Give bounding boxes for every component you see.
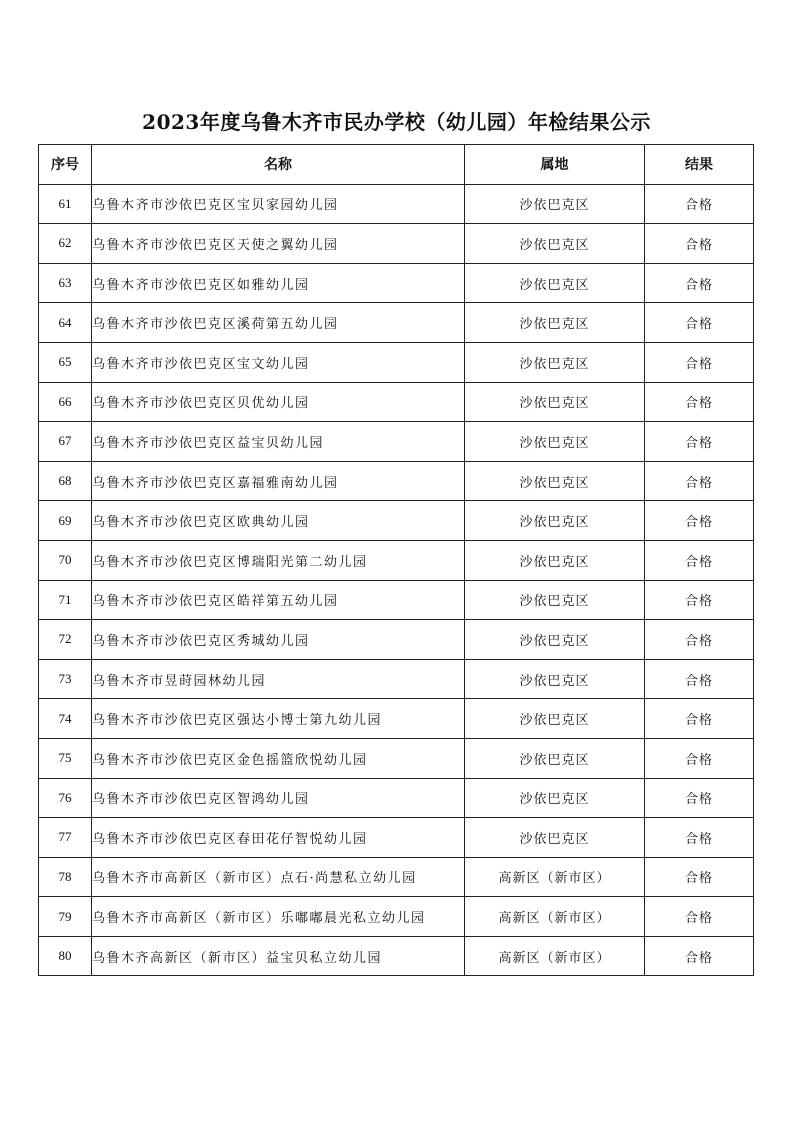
table-row (39, 501, 754, 541)
cell-result: 合格 (645, 818, 754, 858)
cell-result: 合格 (645, 461, 754, 501)
cell-no: 66 (39, 382, 92, 422)
cell-name: 乌鲁木齐市沙依巴克区金色摇篮欣悦幼儿园 (92, 738, 465, 778)
cell-no: 64 (39, 303, 92, 343)
table-row (39, 461, 754, 501)
cell-result: 合格 (645, 382, 754, 422)
cell-result: 合格 (645, 263, 754, 303)
table-row (39, 857, 754, 897)
header-area: 属地 (465, 145, 645, 185)
cell-area: 沙依巴克区 (465, 540, 645, 580)
cell-no: 77 (39, 818, 92, 858)
table-row (39, 818, 754, 858)
cell-name: 乌鲁木齐市沙依巴克区欧典幼儿园 (92, 501, 465, 541)
cell-no: 70 (39, 540, 92, 580)
table-row (39, 422, 754, 462)
cell-name: 乌鲁木齐市沙依巴克区博瑞阳光第二幼儿园 (92, 540, 465, 580)
table-row (39, 540, 754, 580)
table-row (39, 897, 754, 937)
cell-name: 乌鲁木齐高新区（新市区）益宝贝私立幼儿园 (92, 936, 465, 976)
cell-no: 80 (39, 936, 92, 976)
table-row (39, 263, 754, 303)
cell-no: 75 (39, 738, 92, 778)
cell-name: 乌鲁木齐市沙依巴克区溪荷第五幼儿园 (92, 303, 465, 343)
cell-no: 65 (39, 342, 92, 382)
cell-area: 高新区（新市区） (465, 897, 645, 937)
cell-area: 沙依巴克区 (465, 738, 645, 778)
cell-no: 71 (39, 580, 92, 620)
cell-name: 乌鲁木齐市昱莳园林幼儿园 (92, 659, 465, 699)
cell-result: 合格 (645, 738, 754, 778)
table-row (39, 342, 754, 382)
cell-no: 61 (39, 184, 92, 224)
cell-area: 沙依巴克区 (465, 501, 645, 541)
table-row (39, 224, 754, 264)
cell-area: 沙依巴克区 (465, 184, 645, 224)
results-table (38, 144, 754, 976)
cell-no: 78 (39, 857, 92, 897)
table-header-row (39, 145, 754, 185)
cell-area: 沙依巴克区 (465, 263, 645, 303)
cell-area: 沙依巴克区 (465, 303, 645, 343)
table-row (39, 303, 754, 343)
cell-name: 乌鲁木齐市沙依巴克区如雅幼儿园 (92, 263, 465, 303)
table-body (39, 184, 754, 976)
cell-area: 沙依巴克区 (465, 580, 645, 620)
cell-result: 合格 (645, 659, 754, 699)
cell-no: 67 (39, 422, 92, 462)
cell-no: 63 (39, 263, 92, 303)
cell-result: 合格 (645, 224, 754, 264)
table-row (39, 738, 754, 778)
cell-result: 合格 (645, 936, 754, 976)
table-row (39, 382, 754, 422)
header-name: 名称 (92, 145, 465, 185)
cell-result: 合格 (645, 342, 754, 382)
cell-name: 乌鲁木齐市沙依巴克区春田花仔智悦幼儿园 (92, 818, 465, 858)
cell-area: 高新区（新市区） (465, 936, 645, 976)
cell-name: 乌鲁木齐市沙依巴克区嘉福雅南幼儿园 (92, 461, 465, 501)
cell-area: 沙依巴克区 (465, 422, 645, 462)
cell-result: 合格 (645, 778, 754, 818)
cell-name: 乌鲁木齐市高新区（新市区）点石·尚慧私立幼儿园 (92, 857, 465, 897)
cell-name: 乌鲁木齐市沙依巴克区皓祥第五幼儿园 (92, 580, 465, 620)
cell-area: 高新区（新市区） (465, 857, 645, 897)
cell-area: 沙依巴克区 (465, 659, 645, 699)
cell-no: 79 (39, 897, 92, 937)
document-title: 2023年度乌鲁木齐市民办学校（幼儿园）年检结果公示 (142, 110, 651, 134)
cell-name: 乌鲁木齐市沙依巴克区天使之翼幼儿园 (92, 224, 465, 264)
cell-area: 沙依巴克区 (465, 818, 645, 858)
cell-area: 沙依巴克区 (465, 620, 645, 660)
cell-area: 沙依巴克区 (465, 382, 645, 422)
table-row (39, 778, 754, 818)
cell-name: 乌鲁木齐市沙依巴克区益宝贝幼儿园 (92, 422, 465, 462)
cell-result: 合格 (645, 699, 754, 739)
cell-no: 76 (39, 778, 92, 818)
table-row (39, 699, 754, 739)
cell-no: 72 (39, 620, 92, 660)
table-row (39, 659, 754, 699)
cell-result: 合格 (645, 897, 754, 937)
cell-result: 合格 (645, 303, 754, 343)
cell-name: 乌鲁木齐市沙依巴克区宝文幼儿园 (92, 342, 465, 382)
cell-result: 合格 (645, 620, 754, 660)
cell-no: 68 (39, 461, 92, 501)
cell-result: 合格 (645, 580, 754, 620)
cell-no: 69 (39, 501, 92, 541)
cell-area: 沙依巴克区 (465, 778, 645, 818)
cell-result: 合格 (645, 501, 754, 541)
cell-area: 沙依巴克区 (465, 461, 645, 501)
cell-no: 73 (39, 659, 92, 699)
table-row (39, 184, 754, 224)
cell-area: 沙依巴克区 (465, 699, 645, 739)
cell-name: 乌鲁木齐市沙依巴克区秀城幼儿园 (92, 620, 465, 660)
cell-no: 74 (39, 699, 92, 739)
header-no: 序号 (39, 145, 92, 185)
cell-area: 沙依巴克区 (465, 342, 645, 382)
cell-name: 乌鲁木齐市沙依巴克区强达小博士第九幼儿园 (92, 699, 465, 739)
table-row (39, 580, 754, 620)
cell-name: 乌鲁木齐市沙依巴克区贝优幼儿园 (92, 382, 465, 422)
cell-result: 合格 (645, 540, 754, 580)
cell-name: 乌鲁木齐市高新区（新市区）乐嘟嘟晨光私立幼儿园 (92, 897, 465, 937)
cell-no: 62 (39, 224, 92, 264)
cell-name: 乌鲁木齐市沙依巴克区宝贝家园幼儿园 (92, 184, 465, 224)
header-result: 结果 (645, 145, 754, 185)
table-row (39, 936, 754, 976)
cell-result: 合格 (645, 857, 754, 897)
cell-result: 合格 (645, 422, 754, 462)
cell-name: 乌鲁木齐市沙依巴克区智鸿幼儿园 (92, 778, 465, 818)
table-row (39, 620, 754, 660)
cell-area: 沙依巴克区 (465, 224, 645, 264)
cell-result: 合格 (645, 184, 754, 224)
